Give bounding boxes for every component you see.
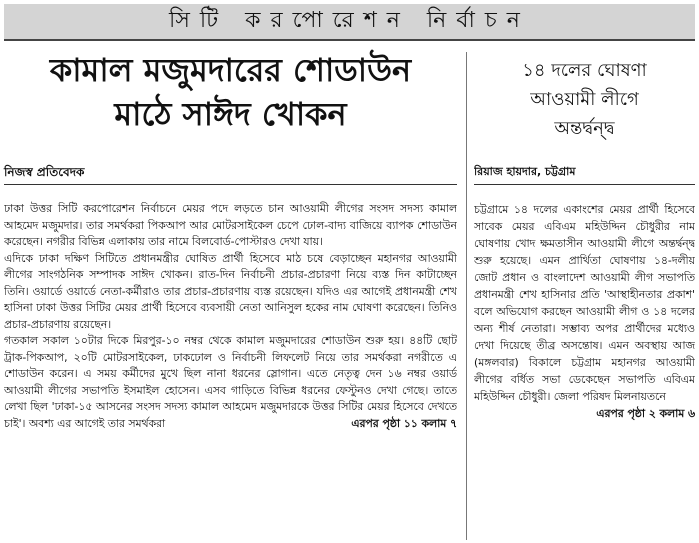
side-story-body [474, 201, 695, 537]
side-story-paragraph-text: চট্টগ্রামে ১৪ দলের একাংশের মেয়র প্রার্থী হিসেবে সাবেক মেয়র এবিএম মহিউদ্দিন চৌধুরীর নাম ঘোষণায় খোদ ক্ষমতাসীন আওয়ামী লীগে অন্তর্দ্বন্দ্ব শুরু হয়েছে। এমন প্রার্থিতা ঘোষণায় ১৪-দলীয় জোট প্রধান ও বাংলাদেশ আওয়ামী লীগ সভাপতি প্রধানমন্ত্রী শেখ হাসিনার প্রতি 'আস্থাহীনতার প্রকাশ' বলে অভিযোগ করছেন আওয়ামী লীগ ও ১৪ দলের অন্য শীর্ষ নেতারা। সম্ভাব্য অপর প্রার্থীদের মধ্যেও দেখা দিয়েছে তীব্র অসন্তোষ। এমন অবস্থায় আজ (মঙ্গলবার) বিকালে চট্টগ্রাম মহানগর আওয়ামী লীগের বর্ধিত সভা ডেকেছেন সভাপতি এবিএম মহিউদ্দিন চৌধুরী। জেলা পরিষদ মিলনায়তনে [474, 203, 695, 403]
side-story-byline: রিয়াজ হায়দার, চট্টগ্রাম [474, 165, 576, 178]
side-headline-line-3: অন্তর্দ্বন্দ্ব [554, 118, 615, 139]
main-story-paragraph: এদিকে ঢাকা দক্ষিণ সিটিতে প্রধানমন্ত্রীর ঘোষিত প্রার্থী হিসেবে মাঠ চষে বেড়াচ্ছেন মহানগর আওয়ামী লীগের সাংগঠনিক সম্পাদক সাঈদ খোকন। রাত-দিন নির্বাচনী প্রচার-প্রচারণা নিয়ে ব্যস্ত দিন কাটাচ্ছেন তিনি। ওয়ার্ডে ওয়ার্ডে নেতা-কর্মীরাও তার প্রচার-প্রচারণায় ব্যস্ত রয়েছেন। যদিও এর আগেই প্রধানমন্ত্রী শেখ হাসিনা ঢাকা উত্তর সিটির মেয়র প্রার্থী হিসেবে ব্যবসায়ী নেতা আনিসুল হকের নাম ঘোষণা করেছেন। তিনিও প্রচার-প্রচারণায় রয়েছেন। [4, 251, 457, 331]
main-byline-rule [4, 184, 457, 185]
side-story-headline [474, 56, 695, 143]
main-story-body [4, 201, 457, 537]
section-banner [4, 4, 695, 41]
main-story-byline: নিজস্ব প্রতিবেদক [4, 165, 85, 179]
side-story-paragraph [474, 201, 695, 420]
side-headline-line-2: আওয়ামী লীগে [530, 89, 639, 110]
main-headline-line-2: মাঠে সাঈদ খোকন [114, 95, 347, 133]
main-story-paragraph: ঢাকা উত্তর সিটি করপোরেশন নির্বাচনে মেয়র পদে লড়তে চান আওয়ামী লীগের সংসদ সদস্য কামাল আহমেদ মজুমদার। তার সমর্থকরা পিকআপ আর মোটরসাইকেল চেপে ঢোল-বাদ্য বাজিয়ে ব্যাপক শোডাউন করেছেন। নগরীর বিভিন্ন এলাকায় তার নামে বিলবোর্ড-পোস্টারও দেখা যায়। [4, 202, 457, 248]
main-story-continuation: এরপর পৃষ্ঠা ১১ কলাম ৭ [351, 416, 457, 430]
main-story-headline [4, 48, 457, 136]
section-title: সিটি করপোরেশন নির্বাচন [169, 8, 530, 33]
side-headline-line-1: ১৪ দলের ঘোষণা [522, 60, 647, 81]
main-headline-line-1: কামাল মজুমদারের শোডাউন [49, 51, 412, 89]
main-story-paragraph [4, 333, 457, 432]
column-divider [466, 52, 467, 540]
main-story-paragraph-text: গতকাল সকাল ১০টার দিকে মিরপুর-১০ নম্বর থেকে কামাল মজুমদারের শোডাউন শুরু হয়। ৪৪টি ছোট ট্রাক-পিকআপ, ২০টি মোটরসাইকেল, ঢাকঢোল ও নির্বাচনী লিফলেট নিয়ে তার সমর্থকরা নগরীতে এ শোডাউন করেন। এ সময় কর্মীদের মুখে ছিল নানা ধরনের স্লোগান। এতে নেতৃত্ব দেন ১৬ নম্বর ওয়ার্ড আওয়ামী লীগের সভাপতি ইসমাইল হোসেন। এসব গাড়িতে বিভিন্ন ধরনের ফেস্টুনও দেখা গেছে। তাতে লেখা ছিল 'ঢাকা-১৫ আসনের সংসদ সদস্য কামাল আহমেদ মজুমদারকে উত্তর সিটির মেয়র হিসেবে দেখতে চাই'। অবশ্য এর আগেই তার সমর্থকরা [4, 334, 457, 430]
side-byline-rule [474, 184, 695, 185]
side-story-continuation: এরপর পৃষ্ঠা ২ কলাম ৬ [596, 407, 695, 420]
